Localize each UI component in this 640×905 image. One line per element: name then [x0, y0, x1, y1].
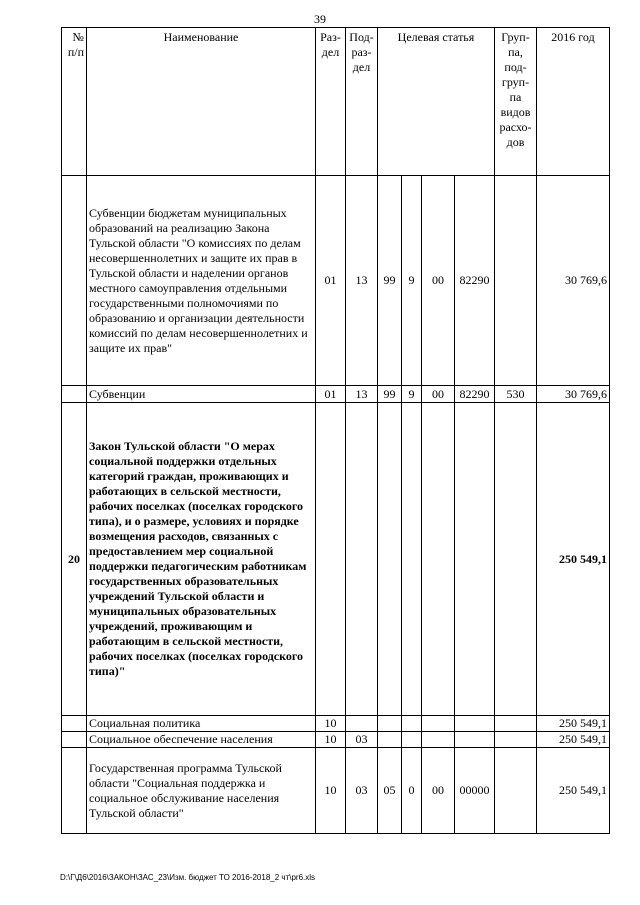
row-podrazdel: 13 — [346, 386, 378, 403]
row-target-1: 99 — [378, 176, 402, 386]
row-podrazdel: 03 — [346, 732, 378, 748]
row-amount: 30 769,6 — [537, 386, 610, 403]
table-row — [62, 176, 610, 386]
row-target-3: 00 — [422, 386, 455, 403]
row-target-1: 05 — [378, 748, 402, 834]
row-podrazdel — [346, 716, 378, 732]
row-name: Субвенции — [87, 386, 316, 403]
table-row — [62, 748, 610, 834]
table-row — [62, 403, 610, 716]
row-razdel: 01 — [316, 176, 346, 386]
row-target-1: 99 — [378, 386, 402, 403]
row-razdel: 10 — [316, 732, 346, 748]
table-row — [62, 732, 610, 748]
row-amount: 250 549,1 — [537, 748, 610, 834]
row-podrazdel — [346, 403, 378, 716]
row-num — [62, 386, 87, 403]
row-num: 20 — [62, 403, 87, 716]
row-target-4 — [455, 732, 495, 748]
row-num — [62, 732, 87, 748]
row-name: Государственная программа Тульской области "Социальная поддержка и социальное обслуживание населения Тульской области" — [87, 748, 316, 834]
row-target-4: 82290 — [455, 176, 495, 386]
row-num — [62, 716, 87, 732]
header-row — [62, 28, 610, 176]
row-group — [495, 176, 537, 386]
row-razdel — [316, 403, 346, 716]
row-podrazdel: 03 — [346, 748, 378, 834]
row-name: Субвенции бюджетам муниципальных образований на реализацию Закона Тульской области "О комиссиях по делам несовершеннолетних и защите их прав в Тульской области и наделении органов местного самоуправления отдельными государственными полномочиями по образованию и организации деятельности комиссий по делам несовершеннолетних и защите их прав" — [87, 176, 316, 386]
header-razdel: Раз-дел — [316, 28, 346, 176]
row-target-1 — [378, 403, 402, 716]
row-razdel: 10 — [316, 716, 346, 732]
row-target-1 — [378, 716, 402, 732]
page-number: 39 — [314, 12, 326, 26]
file-path-footer: D:\Г\Д6\2016\ЗАКОН\ЗАС_23\Изм. бюджет ТО 2016-2018_2 чт\pr6.xls — [60, 873, 316, 882]
row-target-3: 00 — [422, 748, 455, 834]
row-target-3 — [422, 403, 455, 716]
header-num: № п/п — [62, 28, 87, 176]
row-podrazdel: 13 — [346, 176, 378, 386]
header-year: 2016 год — [537, 28, 610, 176]
row-num — [62, 748, 87, 834]
header-podrazdel: Под-раз-дел — [346, 28, 378, 176]
header-target: Целевая статья — [378, 28, 495, 176]
row-target-4 — [455, 403, 495, 716]
row-group — [495, 732, 537, 748]
row-razdel: 10 — [316, 748, 346, 834]
table-row — [62, 386, 610, 403]
row-target-4 — [455, 716, 495, 732]
table-row — [62, 716, 610, 732]
budget-table — [61, 27, 610, 834]
row-target-2 — [402, 716, 422, 732]
row-target-4: 00000 — [455, 748, 495, 834]
row-group — [495, 403, 537, 716]
header-name: Наименование — [87, 28, 316, 176]
row-num — [62, 176, 87, 386]
row-target-3 — [422, 716, 455, 732]
row-name: Социальная политика — [87, 716, 316, 732]
row-amount: 250 549,1 — [537, 403, 610, 716]
row-amount: 30 769,6 — [537, 176, 610, 386]
row-target-1 — [378, 732, 402, 748]
row-target-2 — [402, 732, 422, 748]
row-razdel: 01 — [316, 386, 346, 403]
row-group: 530 — [495, 386, 537, 403]
row-group — [495, 748, 537, 834]
row-target-2 — [402, 403, 422, 716]
row-target-2: 9 — [402, 386, 422, 403]
row-target-3: 00 — [422, 176, 455, 386]
row-name: Социальное обеспечение населения — [87, 732, 316, 748]
row-name: Закон Тульской области "О мерах социальной поддержки отдельных категорий граждан, проживающих и работающих в сельской местности, рабочих поселках (поселках городского типа), и о размере, условиях и порядке возмещения расходов, связанных с предоставлением мер социальной поддержки педагогическим работникам государственных образовательных учреждений Тульской области и муниципальных образовательных учреждений, проживающим и работающим в сельской местности, рабочих поселках (поселках городского типа)" — [87, 403, 316, 716]
row-target-2: 9 — [402, 176, 422, 386]
row-amount: 250 549,1 — [537, 732, 610, 748]
row-group — [495, 716, 537, 732]
row-target-2: 0 — [402, 748, 422, 834]
row-target-4: 82290 — [455, 386, 495, 403]
row-target-3 — [422, 732, 455, 748]
row-amount: 250 549,1 — [537, 716, 610, 732]
header-group: Груп-па, под-груп-па видов расхо-дов — [495, 28, 537, 176]
